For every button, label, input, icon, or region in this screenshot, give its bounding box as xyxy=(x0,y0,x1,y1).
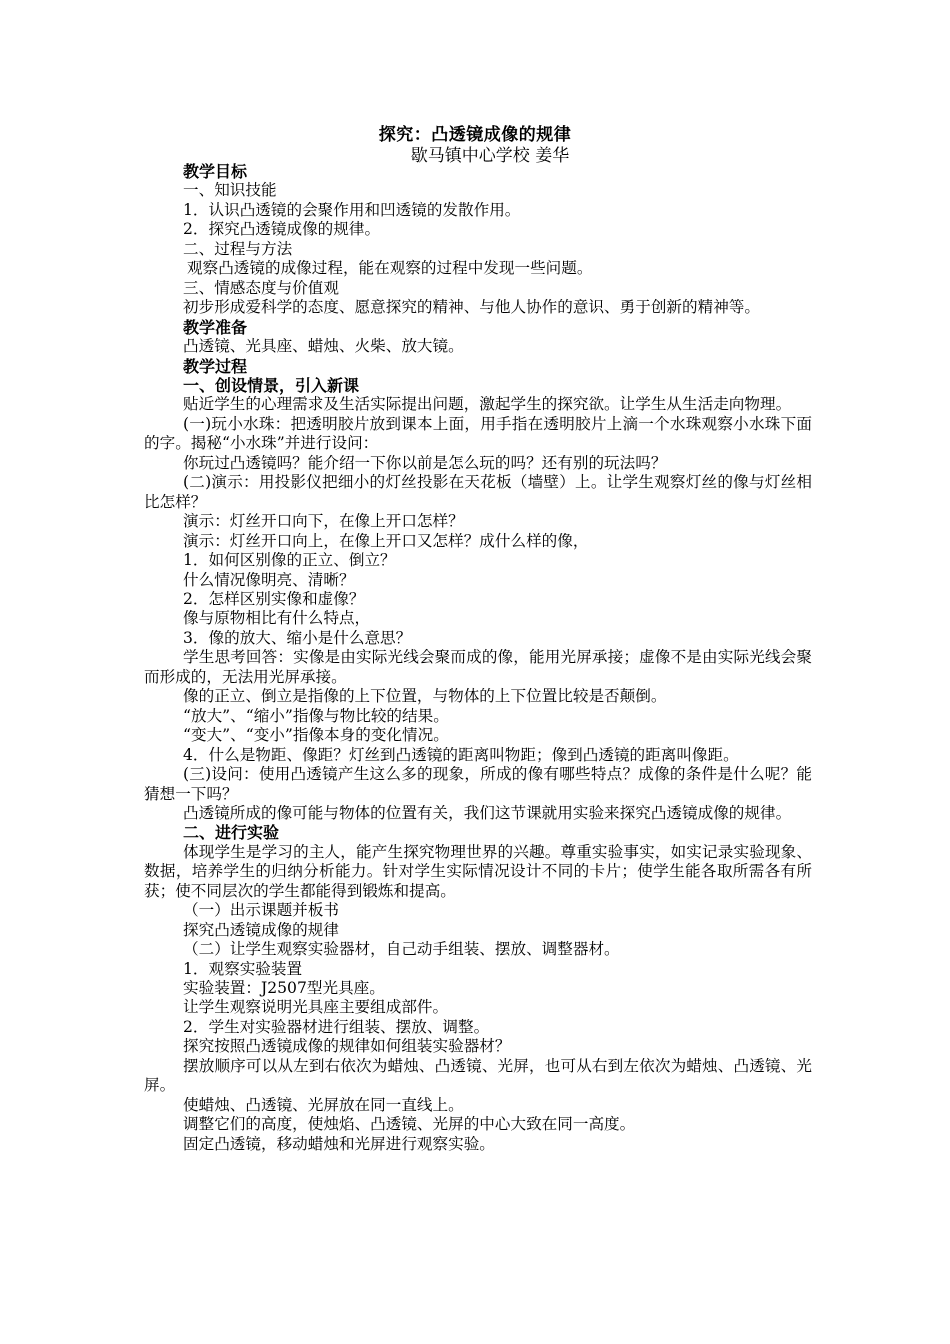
paragraph: “变大”、“变小”指像本身的变化情况。 xyxy=(183,726,449,745)
paragraph: 像与原物相比有什么特点， xyxy=(183,609,371,628)
document-body xyxy=(144,162,812,1154)
paragraph: 观察凸透镜的成像过程，能在观察的过程中发现一些问题。 xyxy=(187,259,593,278)
paragraph: 调整它们的高度，使烛焰、凸透镜、光屏的中心大致在同一高度。 xyxy=(183,1115,636,1134)
paragraph: 固定凸透镜，移动蜡烛和光屏进行观察实验。 xyxy=(183,1134,495,1153)
paragraph: （二）让学生观察实验器材，自己动手组装、摆放、调整器材。 xyxy=(183,940,620,959)
paragraph: 1．观察实验装置 xyxy=(183,959,303,978)
section-heading: 教学目标 xyxy=(183,162,248,181)
paragraph: 探究凸透镜成像的规律 xyxy=(183,920,339,939)
paragraph: (三)设问：使用凸透镜产生这么多的现象，所成的像有哪些特点？成像的条件是什么呢？能猜想一下吗？ xyxy=(144,765,812,803)
paragraph: 2．学生对实验器材进行组装、摆放、调整。 xyxy=(183,1017,490,1036)
page-title: 探究：凸透镜成像的规律 xyxy=(378,125,572,145)
paragraph: 凸透镜、光具座、蜡烛、火柴、放大镜。 xyxy=(183,337,464,356)
paragraph: 2．怎样区别实像和虚像？ xyxy=(183,589,365,608)
paragraph: 什么情况像明亮、清晰？ xyxy=(183,570,355,589)
paragraph: 1．认识凸透镜的会聚作用和凹透镜的发散作用。 xyxy=(183,200,521,219)
paragraph: 1．如何区别像的正立、倒立？ xyxy=(183,551,396,570)
paragraph: (二)演示：用投影仪把细小的灯丝投影在天花板（墙壁）上。让学生观察灯丝的像与灯丝相比怎样？ xyxy=(144,473,812,511)
paragraph: 实验装置：J2507型光具座。 xyxy=(183,979,385,998)
paragraph: 2．探究凸透镜成像的规律。 xyxy=(183,220,381,239)
paragraph: 初步形成爱科学的态度、愿意探究的精神、与他人协作的意识、勇于创新的精神等。 xyxy=(183,298,760,317)
paragraph: 3．像的放大、缩小是什么意思？ xyxy=(183,628,412,647)
paragraph: 二、过程与方法 xyxy=(183,239,293,258)
paragraph: （一）出示课题并板书 xyxy=(183,901,339,920)
paragraph: 摆放顺序可以从左到右依次为蜡烛、凸透镜、光屏，也可从右到左依次为蜡烛、凸透镜、光屏。 xyxy=(144,1056,812,1095)
section-heading: 教学准备 xyxy=(183,317,248,337)
paragraph: 凸透镜所成的像可能与物体的位置有关，我们这节课就用实验来探究凸透镜成像的规律。 xyxy=(183,803,792,822)
paragraph: 一、知识技能 xyxy=(183,181,277,200)
paragraph: 让学生观察说明光具座主要组成部件。 xyxy=(183,998,449,1017)
paragraph: “放大”、“缩小”指像与物比较的结果。 xyxy=(183,706,449,725)
paragraph: 学生思考回答：实像是由实际光线会聚而成的像，能用光屏承接；虚像不是由实际光线会聚而形成的，无法用光屏承接。 xyxy=(144,648,812,686)
paragraph: 演示：灯丝开口向下，在像上开口怎样？ xyxy=(183,512,464,531)
section-heading: 一、创设情景，引入新课 xyxy=(183,375,360,395)
paragraph: 演示：灯丝开口向上，在像上开口又怎样？成什么样的像， xyxy=(183,531,589,550)
paragraph: 你玩过凸透镜吗？能介绍一下你以前是怎么玩的吗？还有别的玩法吗？ xyxy=(183,453,667,472)
author-line: 歇马镇中心学校 姜华 xyxy=(410,146,570,166)
section-heading: 二、进行实验 xyxy=(183,823,280,843)
section-heading: 教学过程 xyxy=(183,356,248,376)
paragraph: 使蜡烛、凸透镜、光屏放在同一直线上。 xyxy=(183,1095,464,1114)
paragraph: 像的正立、倒立是指像的上下位置，与物体的上下位置比较是否颠倒。 xyxy=(183,687,667,706)
paragraph: (一)玩小水珠：把透明胶片放到课本上面，用手指在透明胶片上滴一个水珠观察小水珠下面的字。揭秘“小水珠”并进行设问： xyxy=(144,414,812,453)
paragraph: 体现学生是学习的主人，能产生探究物理世界的兴趣。尊重实验事实，如实记录实验现象、数据，培养学生的归纳分析能力。针对学生实际情况设计不同的卡片；使学生能各取所需各有所获；使不同层次的学生都能得到锻炼和提高。 xyxy=(144,842,812,900)
paragraph: 4．什么是物距、像距？灯丝到凸透镜的距离叫物距；像到凸透镜的距离叫像距。 xyxy=(183,745,739,764)
paragraph: 贴近学生的心理需求及生活实际提出问题，激起学生的探究欲。让学生从生活走向物理。 xyxy=(183,395,792,414)
paragraph: 探究按照凸透镜成像的规律如何组装实验器材？ xyxy=(183,1037,511,1056)
paragraph: 三、情感态度与价值观 xyxy=(183,278,339,297)
